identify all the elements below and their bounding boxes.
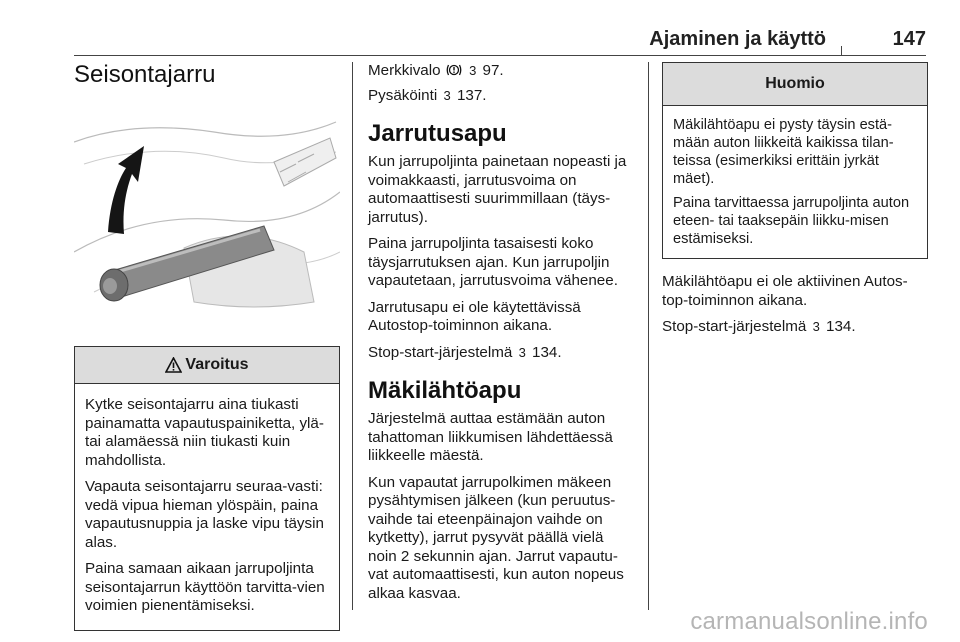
warning-box — [74, 346, 340, 631]
cross-reference-page[interactable]: 137. — [456, 86, 487, 104]
cross-reference-page[interactable]: 134. — [826, 318, 856, 335]
header-rule — [74, 55, 926, 56]
section-title-seisontajarru: Seisontajarru — [74, 61, 216, 88]
column-divider-1 — [352, 62, 353, 610]
parking-brake-lever-illustration — [74, 102, 340, 332]
warning-body — [75, 384, 339, 630]
warning-title: Varoitus — [185, 356, 249, 373]
body-paragraph: Paina jarrupoljinta tasaisesti koko täysjarrutuksen ajan. Kun jarrupoljin vapautetaan, jarrutusvoima vähenee. — [368, 235, 618, 289]
cross-reference-text: Pysäköinti — [368, 86, 438, 104]
cross-reference-arrow-icon: 3 — [812, 319, 820, 334]
cross-reference-text: Stop-start-järjestelmä — [368, 343, 513, 361]
cross-reference-arrow-icon: 3 — [469, 63, 477, 78]
column-1 — [74, 60, 340, 631]
running-head-title: Ajaminen ja käyttö — [649, 28, 826, 50]
header-rule-tick — [841, 46, 842, 56]
cross-reference — [368, 62, 636, 81]
cross-reference-arrow-icon: 3 — [443, 87, 451, 103]
body-paragraph: Järjestelmä auttaa estämään auton tahattoman liikkumisen lähdettäessä liikkeelle mäestä. — [368, 410, 613, 464]
heading-makilahtoapu: Mäkilähtöapu — [368, 377, 522, 404]
cross-reference-text: Stop-start-järjestelmä — [662, 318, 807, 335]
page-number: 147 — [892, 28, 926, 50]
cross-reference — [368, 87, 636, 106]
body-paragraph: Mäkilähtöapu ei ole aktiivinen Autos-top-toiminnon aikana. — [662, 273, 908, 309]
cross-reference-page[interactable]: 134. — [532, 343, 562, 361]
body-paragraph: Kun vapautat jarrupolkimen mäkeen pysähtymisen jälkeen (kun peruutus-vaihde tai eteenpäinajon vaihde on kytketty), jarrut pysyvät päällä vielä noin 2 sekunnin ajan. Jarrut vapautu-vat automaattisesti, kun auton nopeus alkaa kasvaa. — [368, 473, 624, 602]
column-2 — [368, 62, 636, 611]
cross-reference-page[interactable]: 97. — [482, 62, 504, 79]
note-body — [663, 106, 927, 258]
note-box — [662, 62, 928, 259]
column-3 — [662, 62, 928, 345]
note-paragraph: Mäkilähtöapu ei pysty täysin estä-mään auton liikkeitä kaikissa tilan-teissa (esimerkiksi erittäin jyrkät mäet). — [673, 117, 894, 187]
warning-triangle-icon — [165, 357, 182, 373]
cross-reference — [368, 344, 636, 363]
page-header — [74, 22, 926, 52]
warning-paragraph: Kytke seisontajarru aina tiukasti painamatta vapautuspainiketta, ylä- tai alamäessä niin tiukasti kuin mahdollista. — [85, 396, 324, 469]
cross-reference-arrow-icon: 3 — [518, 344, 526, 360]
heading-jarrutusapu: Jarrutusapu — [368, 120, 507, 147]
watermark: carmanualsonline.info — [690, 608, 928, 635]
cross-reference — [662, 318, 928, 337]
note-title: Huomio — [765, 75, 825, 92]
note-paragraph: Paina tarvittaessa jarrupoljinta auton eteen- tai taaksepäin liikku-misen estämiseksi. — [673, 195, 910, 247]
body-paragraph: Kun jarrupoljinta painetaan nopeasti ja voimakkaasti, jarrutusvoima on automaattisesti suurimmillaan (täys-jarrutus). — [368, 153, 627, 226]
warning-paragraph: Vapauta seisontajarru seuraa-vasti: vedä vipua hieman ylöspäin, paina vapautusnuppia ja laske vipu täysin alas. — [85, 478, 324, 551]
column-divider-2 — [648, 62, 649, 610]
cross-reference-text: Merkkivalo — [368, 62, 441, 79]
warning-paragraph: Paina samaan aikaan jarrupoljinta seisontajarrun käyttöön tarvitta-vien voimien pienentämiseksi. — [85, 560, 325, 614]
body-paragraph: Jarrutusapu ei ole käytettävissä Autostop-toiminnon aikana. — [368, 298, 581, 334]
note-header — [663, 63, 927, 106]
warning-header — [75, 347, 339, 384]
brake-warning-icon — [445, 63, 463, 77]
